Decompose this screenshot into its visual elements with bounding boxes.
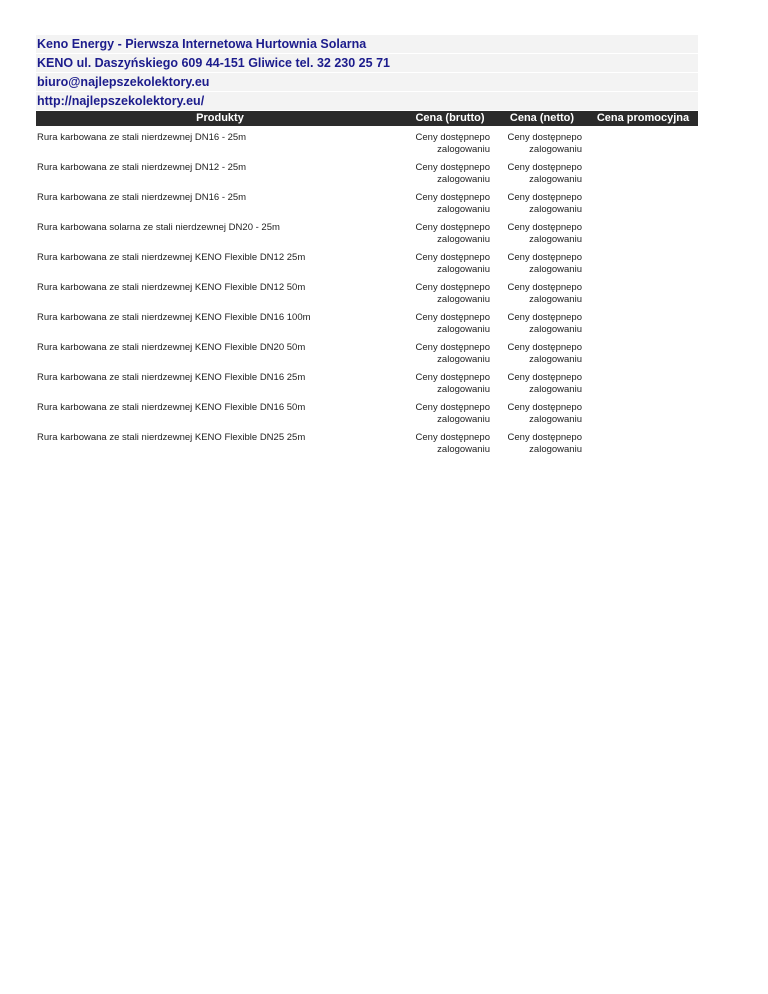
gross-price-text-line1: Ceny dostępnepo [415, 162, 490, 173]
net-price-text-line2: zalogowaniu [529, 144, 582, 155]
net-price-cell [496, 216, 588, 246]
gross-price-text-line1: Ceny dostępnepo [415, 432, 490, 443]
gross-price-text-line1: Ceny dostępnepo [415, 192, 490, 203]
table-row [36, 306, 698, 336]
gross-price-text-line1: Ceny dostępnepo [415, 222, 490, 233]
product-name: Rura karbowana ze stali nierdzewnej DN16 - 25m [37, 192, 247, 203]
net-price-text-line2: zalogowaniu [529, 354, 582, 365]
net-price-cell [496, 306, 588, 336]
net-price-text-line2: zalogowaniu [529, 174, 582, 185]
net-price-cell [496, 126, 588, 156]
table-row [36, 156, 698, 186]
table-row [36, 126, 698, 156]
gross-price-cell [404, 126, 496, 156]
promo-price-cell [588, 426, 698, 456]
net-price-cell [496, 336, 588, 366]
product-name: Rura karbowana ze stali nierdzewnej DN16 - 25m [37, 132, 247, 143]
table-row [36, 276, 698, 306]
gross-price-text-line2: zalogowaniu [437, 264, 490, 275]
product-name: Rura karbowana ze stali nierdzewnej KENO Flexible DN25 25m [37, 432, 306, 443]
promo-price-cell [588, 306, 698, 336]
gross-price-cell [404, 186, 496, 216]
table-row [36, 366, 698, 396]
net-price-cell [496, 156, 588, 186]
product-name: Rura karbowana solarna ze stali nierdzewnej DN20 - 25m [37, 222, 280, 233]
website-link[interactable]: http://najlepszekolektory.eu/ [37, 94, 205, 108]
company-website [36, 92, 698, 110]
gross-price-cell [404, 366, 496, 396]
gross-price-text-line1: Ceny dostępnepo [415, 342, 490, 353]
product-name: Rura karbowana ze stali nierdzewnej KENO Flexible DN20 50m [37, 342, 306, 353]
net-price-text-line1: Ceny dostępnepo [507, 192, 582, 203]
company-address: KENO ul. Daszyńskiego 609 44-151 Gliwice tel. 32 230 25 71 [36, 54, 698, 72]
net-price-text-line2: zalogowaniu [529, 384, 582, 395]
gross-price-cell [404, 426, 496, 456]
table-row [36, 396, 698, 426]
net-price-text-line1: Ceny dostępnepo [507, 162, 582, 173]
column-header-gross-price: Cena (brutto) [404, 111, 496, 126]
product-table [36, 111, 698, 456]
product-name: Rura karbowana ze stali nierdzewnej KENO Flexible DN16 50m [37, 402, 306, 413]
column-header-net-price: Cena (netto) [496, 111, 588, 126]
gross-price-text-line1: Ceny dostępnepo [415, 132, 490, 143]
company-email [36, 73, 698, 91]
net-price-text-line2: zalogowaniu [529, 264, 582, 275]
email-link[interactable]: biuro@najlepszekolektory.eu [37, 75, 210, 89]
net-price-cell [496, 246, 588, 276]
promo-price-cell [588, 396, 698, 426]
gross-price-text-line1: Ceny dostępnepo [415, 372, 490, 383]
gross-price-cell [404, 276, 496, 306]
promo-price-cell [588, 276, 698, 306]
column-header-products: Produkty [36, 111, 404, 126]
product-name: Rura karbowana ze stali nierdzewnej DN12 - 25m [37, 162, 247, 173]
product-name: Rura karbowana ze stali nierdzewnej KENO Flexible DN12 50m [37, 282, 306, 293]
gross-price-text-line1: Ceny dostępnepo [415, 312, 490, 323]
gross-price-text-line2: zalogowaniu [437, 384, 490, 395]
net-price-cell [496, 276, 588, 306]
gross-price-cell [404, 246, 496, 276]
gross-price-text-line2: zalogowaniu [437, 174, 490, 185]
net-price-text-line2: zalogowaniu [529, 204, 582, 215]
promo-price-cell [588, 216, 698, 246]
table-header-row [36, 111, 698, 126]
gross-price-text-line2: zalogowaniu [437, 144, 490, 155]
net-price-text-line2: zalogowaniu [529, 444, 582, 455]
gross-price-text-line2: zalogowaniu [437, 444, 490, 455]
promo-price-cell [588, 246, 698, 276]
table-row [36, 216, 698, 246]
column-header-promo-price: Cena promocyjna [588, 111, 698, 126]
gross-price-cell [404, 336, 496, 366]
gross-price-text-line1: Ceny dostępnepo [415, 282, 490, 293]
gross-price-text-line2: zalogowaniu [437, 414, 490, 425]
table-row [36, 186, 698, 216]
gross-price-text-line2: zalogowaniu [437, 234, 490, 245]
net-price-cell [496, 396, 588, 426]
gross-price-text-line2: zalogowaniu [437, 294, 490, 305]
net-price-text-line2: zalogowaniu [529, 414, 582, 425]
product-name: Rura karbowana ze stali nierdzewnej KENO Flexible DN12 25m [37, 252, 306, 263]
net-price-text-line1: Ceny dostępnepo [507, 222, 582, 233]
gross-price-cell [404, 216, 496, 246]
net-price-cell [496, 366, 588, 396]
table-row [36, 336, 698, 366]
net-price-text-line1: Ceny dostępnepo [507, 372, 582, 383]
product-name: Rura karbowana ze stali nierdzewnej KENO Flexible DN16 100m [37, 312, 311, 323]
price-list-page [36, 35, 698, 456]
company-name: Keno Energy - Pierwsza Internetowa Hurtownia Solarna [36, 35, 698, 53]
gross-price-cell [404, 306, 496, 336]
promo-price-cell [588, 156, 698, 186]
gross-price-text-line2: zalogowaniu [437, 354, 490, 365]
product-name: Rura karbowana ze stali nierdzewnej KENO Flexible DN16 25m [37, 372, 306, 383]
net-price-text-line2: zalogowaniu [529, 294, 582, 305]
promo-price-cell [588, 126, 698, 156]
promo-price-cell [588, 336, 698, 366]
promo-price-cell [588, 366, 698, 396]
table-row [36, 426, 698, 456]
net-price-cell [496, 186, 588, 216]
gross-price-text-line1: Ceny dostępnepo [415, 252, 490, 263]
net-price-text-line1: Ceny dostępnepo [507, 282, 582, 293]
net-price-text-line1: Ceny dostępnepo [507, 132, 582, 143]
net-price-text-line1: Ceny dostępnepo [507, 402, 582, 413]
table-row [36, 246, 698, 276]
net-price-text-line1: Ceny dostępnepo [507, 312, 582, 323]
net-price-text-line2: zalogowaniu [529, 234, 582, 245]
gross-price-cell [404, 396, 496, 426]
gross-price-text-line2: zalogowaniu [437, 324, 490, 335]
promo-price-cell [588, 186, 698, 216]
net-price-text-line1: Ceny dostępnepo [507, 342, 582, 353]
gross-price-text-line1: Ceny dostępnepo [415, 402, 490, 413]
net-price-text-line1: Ceny dostępnepo [507, 252, 582, 263]
net-price-text-line1: Ceny dostępnepo [507, 432, 582, 443]
net-price-cell [496, 426, 588, 456]
net-price-text-line2: zalogowaniu [529, 324, 582, 335]
gross-price-cell [404, 156, 496, 186]
gross-price-text-line2: zalogowaniu [437, 204, 490, 215]
